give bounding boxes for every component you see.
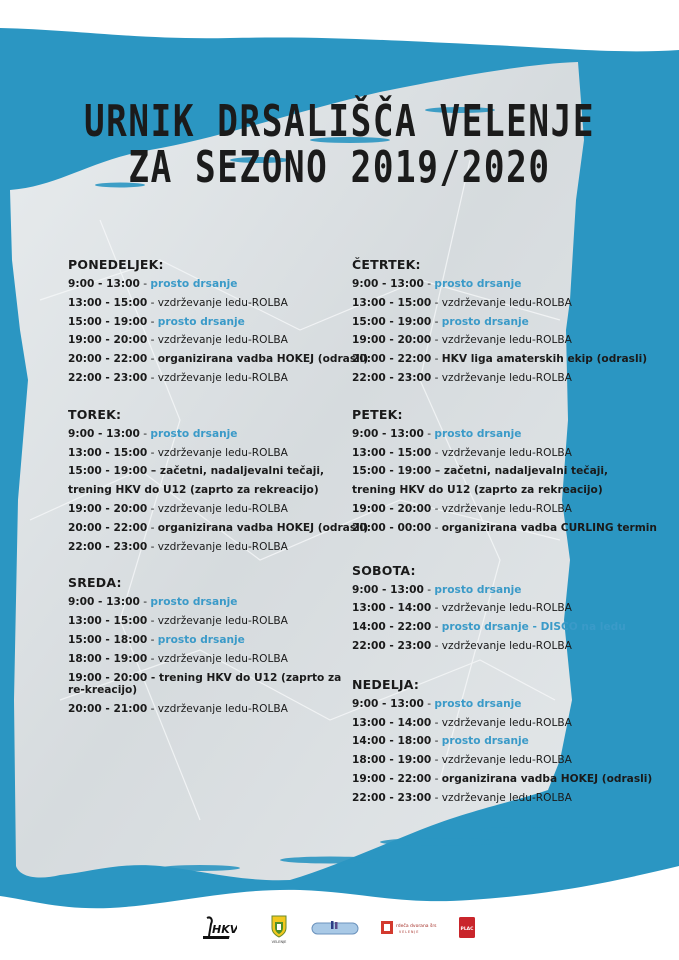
entry-time: 19:00 - 20:00 <box>352 334 432 347</box>
entry-time: 22:00 - 23:00 <box>352 791 432 804</box>
entry-description: vzdrževanje ledu-ROLBA <box>441 502 572 515</box>
entry-description: trening HKV do U12 (zaprto za re-kreacijo) <box>68 671 342 696</box>
entry-description: vzdrževanje ledu-ROLBA <box>157 502 288 515</box>
schedule-entry <box>352 637 652 656</box>
entry-description: vzdrževanje ledu-ROLBA <box>157 615 288 628</box>
schedule-entry <box>68 444 348 463</box>
entry-separator: - <box>147 540 158 553</box>
entry-separator: - <box>147 671 159 684</box>
schedule-entry <box>68 425 348 444</box>
schedule-entry <box>68 369 348 388</box>
entry-description: prosto drsanje <box>150 427 238 440</box>
entry-time: 19:00 - 20:00 <box>68 334 148 347</box>
svg-text:rdeča dvorana šrs: rdeča dvorana šrs <box>396 924 437 929</box>
entry-time: 15:00 - 19:00 <box>68 465 148 478</box>
day-sunday <box>352 676 652 808</box>
entry-description: vzdrževanje ledu-ROLBA <box>441 602 572 615</box>
entry-description: vzdrževanje ledu-ROLBA <box>157 296 288 309</box>
hkv-logo <box>203 916 237 942</box>
entry-description: vzdrževanje ledu-ROLBA <box>441 791 572 804</box>
day-title: ČETRTEK: <box>352 257 421 272</box>
svg-text:PLAC: PLAC <box>460 927 474 932</box>
entry-separator: - <box>147 371 158 384</box>
entry-time: 9:00 - 13:00 <box>68 278 140 290</box>
entry-separator: – <box>431 465 444 478</box>
day-monday <box>68 256 369 388</box>
entry-separator: - <box>431 371 442 384</box>
schedule-entry <box>352 425 652 444</box>
entry-separator: - <box>431 502 442 515</box>
entry-description: vzdrževanje ledu-ROLBA <box>441 371 572 384</box>
entry-separator: - <box>431 446 442 459</box>
entry-description: prosto drsanje <box>434 583 522 596</box>
entry-time: 15:00 - 19:00 <box>68 315 148 328</box>
svg-text:HKV: HKV <box>212 923 237 936</box>
entry-description: začetni, nadaljevalni tečaji, trening HKV do U12 (zaprto za rekreacijo) <box>68 465 325 497</box>
entry-separator: - <box>431 621 442 634</box>
title-line-2: ZA SEZONO 2019/2020 <box>128 142 551 194</box>
entry-description: vzdrževanje ledu-ROLBA <box>157 652 288 665</box>
day-saturday <box>352 562 652 656</box>
entry-separator: - <box>147 652 158 665</box>
day-title: TOREK: <box>68 406 122 422</box>
day-wednesday <box>68 574 348 718</box>
entry-separator: - <box>147 502 158 515</box>
entry-separator: - <box>423 697 435 710</box>
entry-separator: - <box>147 633 158 646</box>
entry-separator: - <box>431 602 442 615</box>
schedule-entry <box>68 650 348 669</box>
entry-description: prosto drsanje <box>157 633 245 646</box>
entry-description: prosto drsanje <box>150 278 238 290</box>
schedule-column-right <box>352 256 657 826</box>
entry-description: vzdrževanje ledu-ROLBA <box>157 334 288 347</box>
schedule-entry <box>352 275 652 294</box>
entry-description: vzdrževanje ledu-ROLBA <box>157 702 288 715</box>
entry-time: 9:00 - 13:00 <box>68 596 140 609</box>
day-tuesday <box>68 406 369 557</box>
entry-time: 13:00 - 14:00 <box>352 716 432 729</box>
entry-time: 14:00 - 18:00 <box>352 735 432 748</box>
entry-description: vzdrževanje ledu-ROLBA <box>157 371 288 384</box>
entry-description: začetni, nadaljevalni tečaji, trening HKV do U12 (zaprto za rekreacijo) <box>352 465 609 497</box>
entry-description: prosto drsanje <box>434 278 522 290</box>
entry-separator: - <box>423 583 435 596</box>
entry-separator: - <box>431 735 442 748</box>
schedule-entry <box>68 500 348 519</box>
entry-description: HKV liga amaterskih ekip (odrasli) <box>441 353 648 366</box>
entry-separator: - <box>431 639 442 652</box>
svg-text:V E L E N J E: V E L E N J E <box>399 930 419 934</box>
schedule-entry <box>68 700 348 719</box>
schedule-entry <box>352 500 652 519</box>
entry-time: 9:00 - 13:00 <box>352 278 424 290</box>
entry-separator: - <box>139 427 151 440</box>
day-title: SREDA: <box>68 575 122 591</box>
title-line-1: URNIK DRSALIŠČA VELENJE <box>83 96 596 148</box>
entry-time: 13:00 - 15:00 <box>68 615 148 628</box>
entry-separator: - <box>147 615 158 628</box>
schedule-entry <box>352 770 652 789</box>
schedule-entry <box>352 714 652 733</box>
entry-separator: - <box>147 702 158 715</box>
entry-separator: - <box>423 278 435 290</box>
entry-time: 19:00 - 20:00 <box>68 671 148 684</box>
page-title <box>75 96 605 194</box>
schedule-entry <box>68 350 369 369</box>
day-title: NEDELJA: <box>352 676 420 692</box>
schedule-entry <box>68 331 348 350</box>
entry-description: vzdrževanje ledu-ROLBA <box>441 296 572 309</box>
entry-separator: - <box>139 278 151 290</box>
schedule-entry <box>68 538 348 557</box>
entry-description: organizirana vadba HOKEJ (odrasli) <box>441 772 653 785</box>
entry-description: prosto drsanje <box>157 315 245 328</box>
schedule-entry <box>352 751 652 770</box>
entry-time: 18:00 - 19:00 <box>68 652 148 665</box>
entry-separator: - <box>431 296 442 309</box>
entry-separator: - <box>147 353 158 366</box>
entry-time: 20:00 - 00:00 <box>352 521 432 534</box>
entry-time: 22:00 - 23:00 <box>352 639 432 652</box>
entry-time: 19:00 - 22:00 <box>352 772 432 785</box>
entry-description: vzdrževanje ledu-ROLBA <box>441 446 572 459</box>
schedule-entry <box>68 672 348 696</box>
schedule-entry <box>68 313 348 332</box>
entry-time: 13:00 - 15:00 <box>352 296 432 309</box>
schedule-entry <box>352 294 652 313</box>
entry-separator: - <box>147 315 158 328</box>
schedule-entry <box>352 599 652 618</box>
entry-description: vzdrževanje ledu-ROLBA <box>441 639 572 652</box>
day-title: SOBOTA: <box>352 562 416 578</box>
entry-time: 13:00 - 14:00 <box>352 602 432 615</box>
schedule-entry <box>352 695 652 714</box>
entry-separator: - <box>423 427 435 440</box>
entry-description: prosto drsanje <box>441 735 529 748</box>
entry-description: organizirana vadba HOKEJ (odrasli) <box>157 353 369 366</box>
schedule-entry <box>68 519 369 538</box>
entry-time: 20:00 - 21:00 <box>68 702 148 715</box>
day-title: PONEDELJEK: <box>68 257 164 272</box>
entry-separator: - <box>147 334 158 347</box>
entry-separator: - <box>431 353 442 366</box>
day-title: PETEK: <box>352 406 403 422</box>
schedule-entry <box>68 462 348 500</box>
schedule-entry <box>68 275 348 294</box>
entry-separator: - <box>431 754 442 767</box>
schedule-entry <box>352 369 652 388</box>
entry-time: 9:00 - 13:00 <box>352 697 424 710</box>
schedule-entry <box>68 593 348 612</box>
entry-time: 15:00 - 18:00 <box>68 633 148 646</box>
entry-description: vzdrževanje ledu-ROLBA <box>441 716 572 729</box>
day-friday <box>352 406 657 538</box>
entry-separator: - <box>431 791 442 804</box>
entry-description: vzdrževanje ledu-ROLBA <box>157 540 288 553</box>
entry-separator: - <box>431 716 442 729</box>
schedule-entry <box>68 631 348 650</box>
schedule-entry <box>352 581 652 600</box>
svg-text:VELENJE: VELENJE <box>271 940 287 944</box>
entry-separator: - <box>431 521 442 534</box>
entry-separator: – <box>147 465 160 478</box>
entry-separator: - <box>147 521 158 534</box>
entry-description: prosto drsanje <box>150 596 238 609</box>
entry-description: organizirana vadba CURLING termin <box>441 521 657 534</box>
rdeca-dvorana-logo <box>381 920 441 936</box>
entry-separator: - <box>139 596 151 609</box>
entry-separator: - <box>431 315 442 328</box>
entry-time: 9:00 - 13:00 <box>352 583 424 596</box>
entry-time: 13:00 - 15:00 <box>68 296 148 309</box>
entry-separator: - <box>431 772 442 785</box>
entry-time: 20:00 - 22:00 <box>68 353 148 366</box>
schedule-entry <box>352 519 657 538</box>
entry-time: 19:00 - 20:00 <box>352 502 432 515</box>
entry-time: 15:00 - 19:00 <box>352 465 432 478</box>
entry-time: 13:00 - 15:00 <box>352 446 432 459</box>
schedule-entry <box>352 789 652 808</box>
entry-description: vzdrževanje ledu-ROLBA <box>441 334 572 347</box>
entry-description: prosto drsanje - DISCO na ledu <box>441 621 626 634</box>
entry-description: prosto drsanje <box>441 315 529 328</box>
red-logo <box>459 917 475 939</box>
schedule-entry <box>68 612 348 631</box>
entry-description: organizirana vadba HOKEJ (odrasli) <box>157 521 369 534</box>
schedule-entry <box>352 618 652 637</box>
entry-time: 20:00 - 22:00 <box>352 353 432 366</box>
entry-separator: - <box>431 334 442 347</box>
velenje-coat-of-arms-logo <box>270 914 288 944</box>
sponsor-logos <box>0 912 679 946</box>
schedule-column-left <box>68 256 369 736</box>
entry-time: 9:00 - 13:00 <box>68 427 140 440</box>
schedule-entry <box>352 331 652 350</box>
entry-description: vzdrževanje ledu-ROLBA <box>441 754 572 767</box>
entry-time: 22:00 - 23:00 <box>68 371 148 384</box>
entry-time: 15:00 - 19:00 <box>352 315 432 328</box>
entry-description: vzdrževanje ledu-ROLBA <box>157 446 288 459</box>
entry-time: 20:00 - 22:00 <box>68 521 148 534</box>
schedule-entry <box>352 462 632 500</box>
entry-time: 14:00 - 22:00 <box>352 621 432 634</box>
schedule-entry <box>352 444 652 463</box>
schedule-entry <box>352 350 652 369</box>
entry-separator: - <box>147 296 158 309</box>
day-thursday <box>352 256 652 388</box>
schedule-entry <box>68 294 348 313</box>
schedule-entry <box>352 313 652 332</box>
entry-description: prosto drsanje <box>434 697 522 710</box>
skating-rink-logo <box>311 920 359 936</box>
entry-time: 18:00 - 19:00 <box>352 754 432 767</box>
entry-description: prosto drsanje <box>434 427 522 440</box>
entry-time: 22:00 - 23:00 <box>352 371 432 384</box>
schedule-entry <box>352 732 652 751</box>
entry-separator: - <box>147 446 158 459</box>
entry-time: 9:00 - 13:00 <box>352 427 424 440</box>
entry-time: 22:00 - 23:00 <box>68 540 148 553</box>
entry-time: 13:00 - 15:00 <box>68 446 148 459</box>
entry-time: 19:00 - 20:00 <box>68 502 148 515</box>
